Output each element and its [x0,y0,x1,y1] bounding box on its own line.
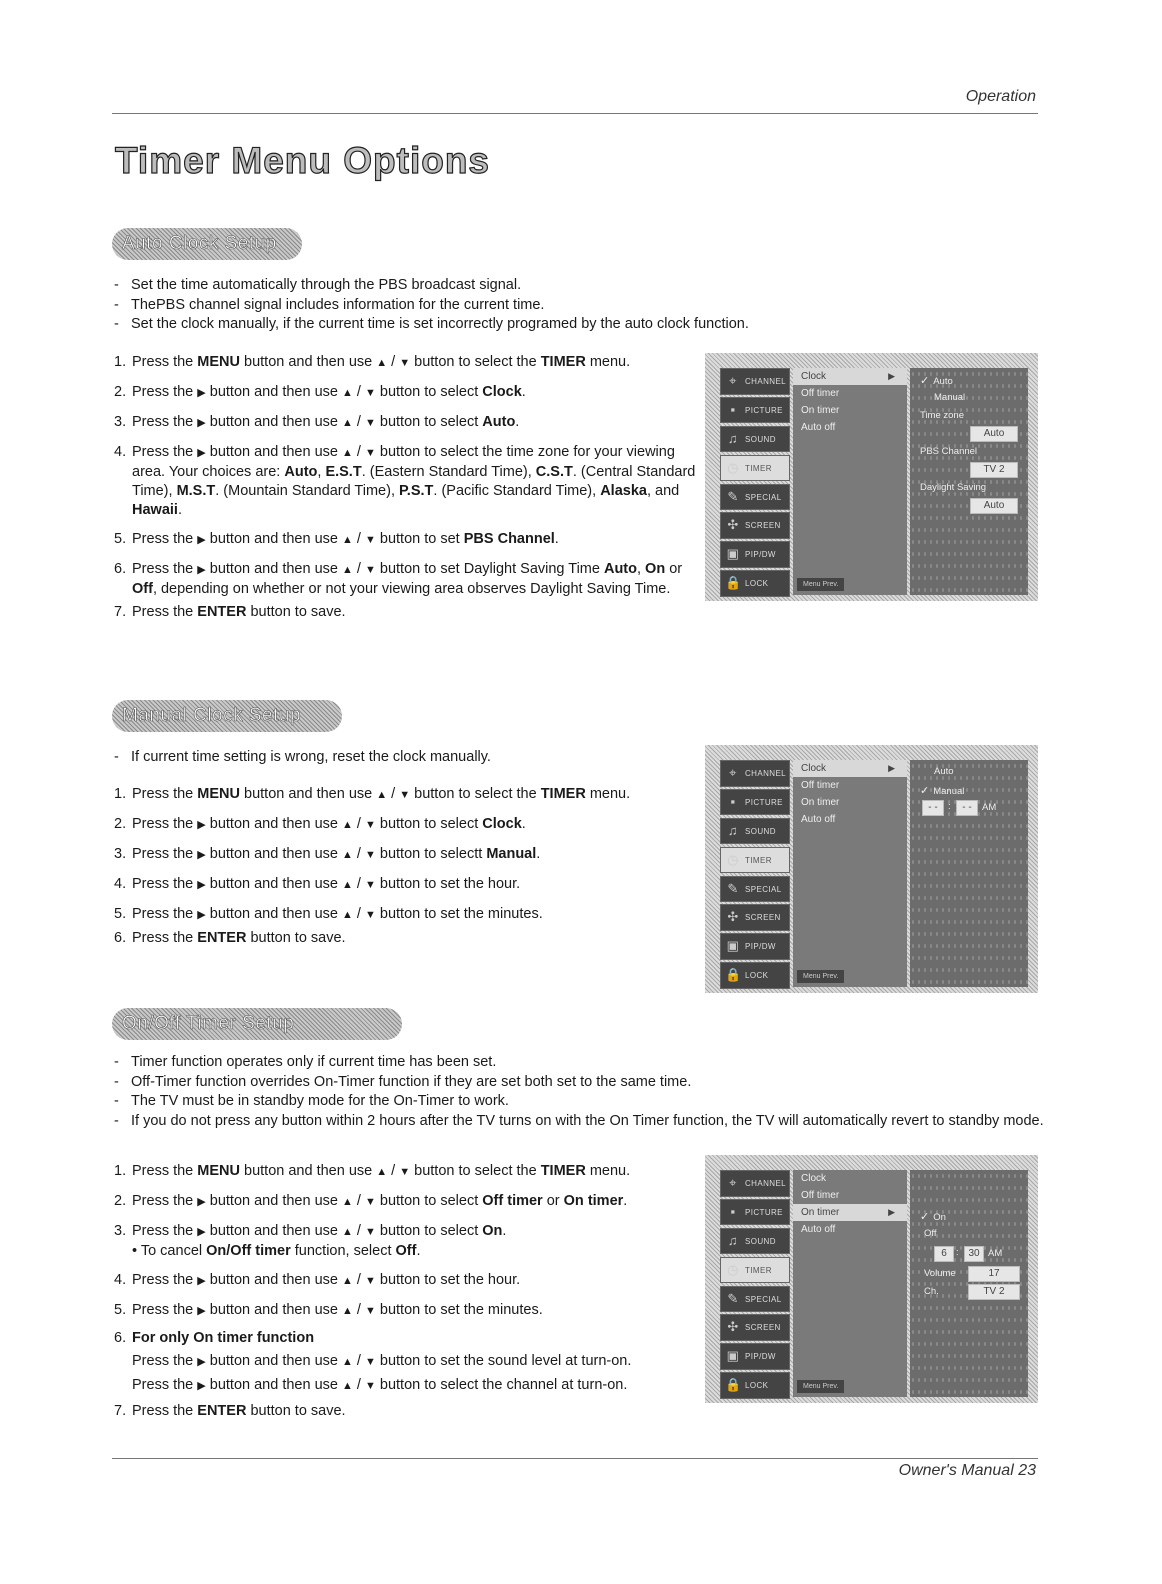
option-off: Off [924,1228,937,1239]
list-item: - If you do not press any button within 2 hours after the TV turns on with the On Timer function, the TV will automatically revert to standby mode. [114,1112,1044,1132]
pip-icon: ▣ [726,938,740,954]
auto-clock-steps [114,353,699,622]
step: 6. For only On timer function Press the ▶ button and then use ▲ / ▼ button to set the sound level at turn-on. Press the ▶ button and then use ▲ / ▼ button to select the channel at turn-on. [114,1330,632,1393]
option-auto: ✓ Auto [920,375,953,387]
label-volume: Volume [924,1268,956,1279]
label-channel: Ch. [924,1286,939,1297]
satellite-icon: ⌖ [729,1175,737,1190]
side-item-pip: ▣ PIP/DW [720,1343,790,1370]
daylight-saving-value: Auto [970,498,1018,514]
option-on: ✓ On [920,1211,946,1223]
manual-clock-steps [114,785,699,948]
side-item-screen: ✣ SCREEN [720,512,790,539]
auto-clock-notes [114,276,1044,335]
list-item: - Set the clock manually, if the current time is set incorrectly programed by the auto clock function. [114,315,1044,335]
side-item-screen: ✣ SCREEN [720,1314,790,1341]
side-item-pip: ▣ PIP/DW [720,541,790,568]
step: 3. Press the ▶ button and then use ▲ / ▼ button to select On. • To cancel On/Off timer function, select Off. [114,1223,507,1259]
step: 2. Press the ▶ button and then use ▲ / ▼ button to select Clock. [114,384,526,400]
bottom-rule [112,1458,1038,1459]
step: 1. Press the MENU button and then use ▲ / ▼ button to select the TIMER menu. [114,786,631,802]
menu-item-clock: Clock ▶ [793,760,907,777]
page-title: Timer Menu Options [115,140,491,181]
sound-icon: ♫ [727,822,739,838]
side-menu [720,368,790,599]
section-heading-manual-clock: Manual Clock Setup [112,700,342,732]
picture-icon: ▪ [730,793,736,809]
side-item-picture: ▪ PICTURE [720,1199,790,1226]
picture-icon: ▪ [730,401,736,417]
timer-submenu [793,368,907,595]
label-time-zone: Time zone [920,410,964,421]
menu-prev-hint: Menu Prev. [797,1380,844,1393]
minute-field: 30 [964,1246,984,1262]
step: 2. Press the ▶ button and then use ▲ / ▼ button to select Clock. [114,816,526,832]
side-menu [720,1170,790,1401]
special-icon: ✎ [727,1290,739,1306]
menu-item-on-timer: On timer [801,405,840,416]
side-menu [720,760,790,991]
timer-icon: ◷ [727,851,739,867]
menu-item-on-timer: On timer ▶ [793,1204,907,1221]
step: 3. Press the ▶ button and then use ▲ / ▼ button to select Auto. [114,414,520,430]
step: 5. Press the ▶ button and then use ▲ / ▼ button to set PBS Channel. [114,531,559,547]
arrow-right-icon: ▶ [888,763,895,773]
time-separator: : [956,1247,959,1258]
side-item-lock: 🔒 LOCK [720,962,790,989]
side-item-lock: 🔒 LOCK [720,1372,790,1399]
step: 7. Press the ENTER button to save. [114,604,346,620]
tv-menu-screen-manual [705,745,1038,993]
clock-options-panel [910,760,1028,987]
screen-icon: ✣ [727,517,739,533]
satellite-icon: ⌖ [729,765,737,780]
list-item: - Timer function operates only if current time has been set. [114,1053,1044,1073]
top-rule [112,113,1038,114]
time-zone-value: Auto [970,426,1018,442]
label-pbs-channel: PBS Channel [920,446,978,457]
menu-item-on-timer: On timer [801,797,840,808]
side-item-special: ✎ SPECIAL [720,484,790,511]
section-heading-onoff-timer: On/Off Timer Setup [112,1008,402,1040]
side-item-screen: ✣ SCREEN [720,904,790,931]
pip-icon: ▣ [726,1348,740,1364]
side-item-special: ✎ SPECIAL [720,876,790,903]
menu-item-clock: Clock [801,1173,827,1184]
list-item: - Off-Timer function overrides On-Timer function if they are set both set to the same time. [114,1073,1044,1093]
list-item: - If current time setting is wrong, reset the clock manually. [114,748,1044,768]
step: 2. Press the ▶ button and then use ▲ / ▼ button to select Off timer or On timer. [114,1193,628,1209]
step: 6. Press the ENTER button to save. [114,930,346,946]
side-item-sound: ♫ SOUND [720,1228,790,1255]
screen-icon: ✣ [727,909,739,925]
option-manual: Manual [934,392,966,403]
minute-field: - - [956,800,978,816]
side-item-lock: 🔒 LOCK [720,570,790,597]
timer-icon: ◷ [727,1261,739,1277]
ampm-label: AM [988,1248,1003,1259]
menu-item-auto-off: Auto off [801,814,836,825]
step: 4. Press the ▶ button and then use ▲ / ▼ button to select the time zone for your viewing area. Your choices are: Auto, E.S.T. (Eastern Standard Time), C.S.T. (Central Standard Time), M.S.T. (Mountain Standard Time), P.S.T. (Pacific Standard Time), Alaska, and Hawaii. [114,444,696,518]
check-icon: ✓ [920,785,930,797]
onoff-timer-steps [114,1162,699,1421]
hour-field: 6 [934,1246,954,1262]
list-item: - ThePBS channel signal includes information for the current time. [114,296,1044,316]
step: 5. Press the ▶ button and then use ▲ / ▼ button to set the minutes. [114,906,543,922]
menu-item-auto-off: Auto off [801,422,836,433]
side-item-special: ✎ SPECIAL [720,1286,790,1313]
side-item-sound: ♫ SOUND [720,426,790,453]
section-heading-auto-clock: Auto Clock Setup [112,228,302,260]
check-icon: ✓ [920,1211,930,1223]
check-icon: ✓ [920,375,930,387]
label-daylight-saving: Daylight Saving [920,482,987,493]
arrow-right-icon: ▶ [888,371,895,381]
menu-item-auto-off: Auto off [801,1224,836,1235]
lock-icon: 🔒 [725,575,742,591]
screen-icon: ✣ [727,1319,739,1335]
menu-item-off-timer: Off timer [801,780,840,791]
menu-item-off-timer: Off timer [801,1190,840,1201]
side-item-timer: ◷ TIMER [720,1257,790,1284]
step: 1. Press the MENU button and then use ▲ / ▼ button to select the TIMER menu. [114,354,631,370]
lock-icon: 🔒 [725,1377,742,1393]
onoff-timer-notes [114,1053,1044,1131]
channel-value: TV 2 [968,1284,1020,1300]
list-item: - The TV must be in standby mode for the On-Timer to work. [114,1092,1044,1112]
tv-menu-screen-auto [705,353,1038,601]
special-icon: ✎ [727,488,739,504]
satellite-icon: ⌖ [729,373,737,388]
lock-icon: 🔒 [725,967,742,983]
timer-submenu [793,760,907,987]
ampm-label: AM [982,802,997,813]
step: 6. Press the ▶ button and then use ▲ / ▼ button to set Daylight Saving Time Auto, On or Off, depending on whether or not your viewing area observes Daylight Saving Time. [114,561,683,597]
side-item-channel: ⌖ CHANNEL [720,760,790,787]
step: 4. Press the ▶ button and then use ▲ / ▼ button to set the hour. [114,876,521,892]
side-item-pip: ▣ PIP/DW [720,933,790,960]
page-footer: Owner's Manual 23 [898,1462,1036,1479]
pip-icon: ▣ [726,546,740,562]
time-separator: : [948,801,951,812]
step: 5. Press the ▶ button and then use ▲ / ▼ button to set the minutes. [114,1302,543,1318]
step: 7. Press the ENTER button to save. [114,1403,346,1419]
timer-icon: ◷ [727,459,739,475]
step: 4. Press the ▶ button and then use ▲ / ▼ button to set the hour. [114,1272,521,1288]
on-timer-options-panel [910,1170,1028,1397]
side-item-channel: ⌖ CHANNEL [720,1170,790,1197]
menu-item-off-timer: Off timer [801,388,840,399]
step: 1. Press the MENU button and then use ▲ / ▼ button to select the TIMER menu. [114,1163,631,1179]
pbs-channel-value: TV 2 [970,462,1018,478]
special-icon: ✎ [727,880,739,896]
side-item-channel: ⌖ CHANNEL [720,368,790,395]
side-item-sound: ♫ SOUND [720,818,790,845]
volume-value: 17 [968,1266,1020,1282]
side-item-picture: ▪ PICTURE [720,789,790,816]
list-item: - Set the time automatically through the PBS broadcast signal. [114,276,1044,296]
side-item-timer: ◷ TIMER [720,455,790,482]
option-auto: Auto [934,766,954,777]
clock-options-panel [910,368,1028,595]
step: 3. Press the ▶ button and then use ▲ / ▼ button to selectt Manual. [114,846,541,862]
menu-prev-hint: Menu Prev. [797,578,844,591]
picture-icon: ▪ [730,1203,736,1219]
option-manual: ✓ Manual [920,785,965,797]
arrow-right-icon: ▶ [888,1207,895,1217]
side-item-timer: ◷ TIMER [720,847,790,874]
timer-submenu [793,1170,907,1397]
menu-item-clock: Clock ▶ [793,368,907,385]
side-item-picture: ▪ PICTURE [720,397,790,424]
hour-field: - - [922,800,944,816]
tv-menu-screen-onoff [705,1155,1038,1403]
sound-icon: ♫ [727,1232,739,1248]
menu-prev-hint: Menu Prev. [797,970,844,983]
sound-icon: ♫ [727,430,739,446]
section-header: Operation [965,88,1036,105]
